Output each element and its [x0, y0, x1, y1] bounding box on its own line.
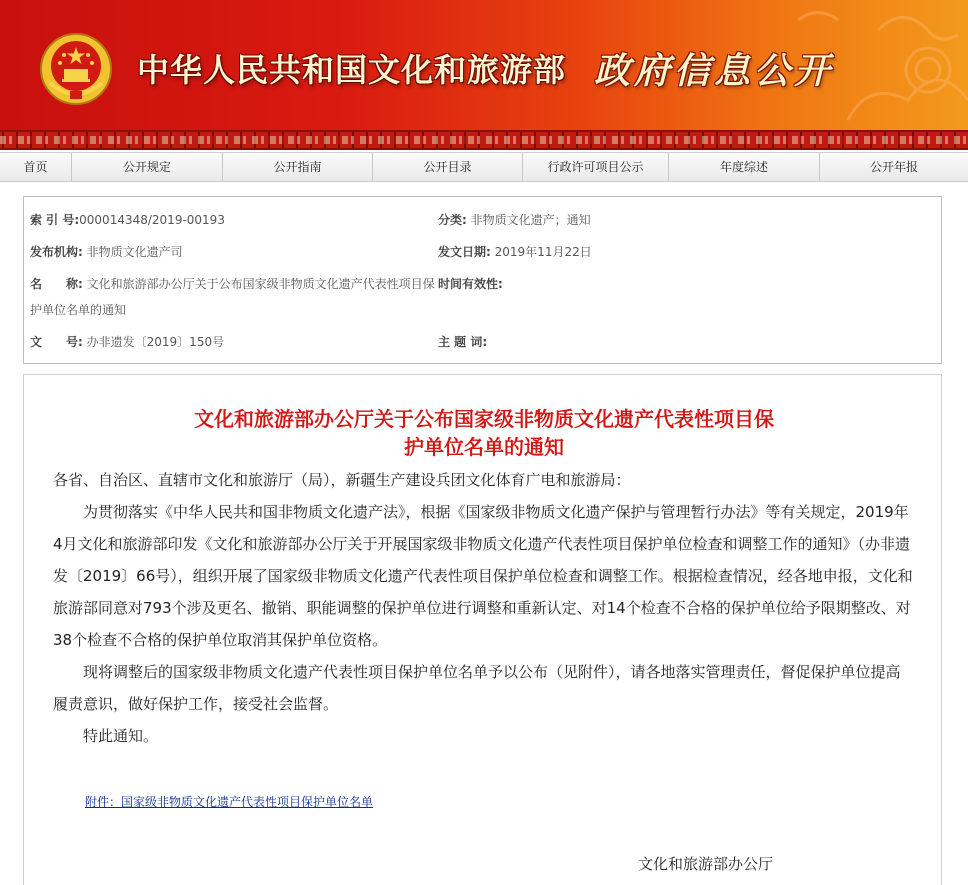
meta-date-label: 发文日期:	[438, 245, 491, 259]
meta-docno-value: 办非遗发〔2019〕150号	[86, 335, 225, 349]
meta-index	[30, 211, 225, 228]
meta-validity	[438, 275, 503, 292]
paragraph-1: 为贯彻落实《中华人民共和国非物质文化遗产法》，根据《国家级非物质文化遗产保护与管理暂行办法》等有关规定，2019年4月文化和旅游部印发《文化和旅游部办公厅关于开展国家级非物质文化遗产代表性项目保护单位检查和调整工作的通知》（办非遗发〔2019〕66号），组织开展了国家级非物质文化遗产代表性项目保护单位检查和调整工作。根据检查情况，经各地申报，文化和旅游部同意对793个涉及更名、撤销、职能调整的保护单位进行调整和重新认定、对14个检查不合格的保护单位给予限期整改、对38个检查不合格的保护单位取消其保护单位资格。	[53, 503, 913, 649]
meta-docno-label: 文 号:	[30, 335, 83, 349]
nav-disclosure-rules[interactable]: 公开规定	[72, 153, 223, 182]
document-meta-box	[23, 196, 942, 364]
salutation: 各省、自治区、直辖市文化和旅游厅（局），新疆生产建设兵团文化体育广电和旅游局：	[53, 471, 631, 489]
main-nav	[0, 152, 968, 182]
site-subtitle: 政府信息公开	[594, 50, 835, 92]
document-body	[23, 374, 942, 885]
meta-issuer	[30, 243, 183, 260]
meta-category-label: 分类:	[438, 213, 467, 227]
meta-date-value: 2019年11月22日	[494, 245, 592, 259]
meta-name-value-line2: 护单位名单的通知	[30, 303, 127, 317]
meta-name	[30, 275, 435, 292]
nav-disclosure-guide[interactable]: 公开指南	[223, 153, 373, 182]
meta-name-value-line1: 文化和旅游部办公厅关于公布国家级非物质文化遗产代表性项目保	[86, 277, 435, 291]
meta-issuer-label: 发布机构:	[30, 245, 83, 259]
attachment-link[interactable]: 附件：国家级非物质文化遗产代表性项目保护单位名单	[85, 795, 374, 809]
signer: 文化和旅游部办公厅	[638, 855, 774, 873]
nav-admin-permit[interactable]: 行政许可项目公示	[523, 153, 669, 182]
meta-docno	[30, 333, 224, 350]
header-banner	[0, 0, 968, 130]
meta-index-label: 索 引 号:	[30, 213, 80, 227]
nav-disclosure-catalog[interactable]: 公开目录	[373, 153, 523, 182]
meta-date	[438, 243, 592, 260]
nav-annual-report[interactable]: 公开年报	[869, 160, 918, 174]
document-title-line1: 文化和旅游部办公厅关于公布国家级非物质文化遗产代表性项目保	[194, 407, 774, 431]
document-title-line2: 护单位名单的通知	[404, 435, 564, 459]
nav-home[interactable]: 首页	[0, 153, 72, 182]
meta-keywords-label: 主 题 词:	[438, 335, 488, 349]
document-title	[84, 405, 884, 461]
meta-name-label: 名 称:	[30, 277, 83, 291]
ministry-title: 中华人民共和国文化和旅游部	[137, 51, 567, 89]
national-emblem-icon	[40, 33, 112, 105]
decorative-fret-border	[0, 130, 968, 150]
paragraph-2: 现将调整后的国家级非物质文化遗产代表性项目保护单位名单予以公布（见附件），请各地落实管理责任，督促保护单位提高履责意识，做好保护工作，接受社会监督。	[53, 663, 901, 713]
paragraph-3: 特此通知。	[53, 727, 159, 745]
meta-category	[438, 211, 591, 228]
meta-keywords	[438, 333, 487, 350]
nav-annual-summary[interactable]: 年度综述	[669, 153, 820, 182]
meta-index-value: 000014348/2019-00193	[79, 213, 225, 227]
meta-validity-label: 时间有效性:	[438, 277, 503, 291]
meta-issuer-value: 非物质文化遗产司	[86, 245, 183, 259]
meta-category-value: 非物质文化遗产；通知	[470, 213, 591, 227]
meta-name-line2	[30, 301, 126, 318]
